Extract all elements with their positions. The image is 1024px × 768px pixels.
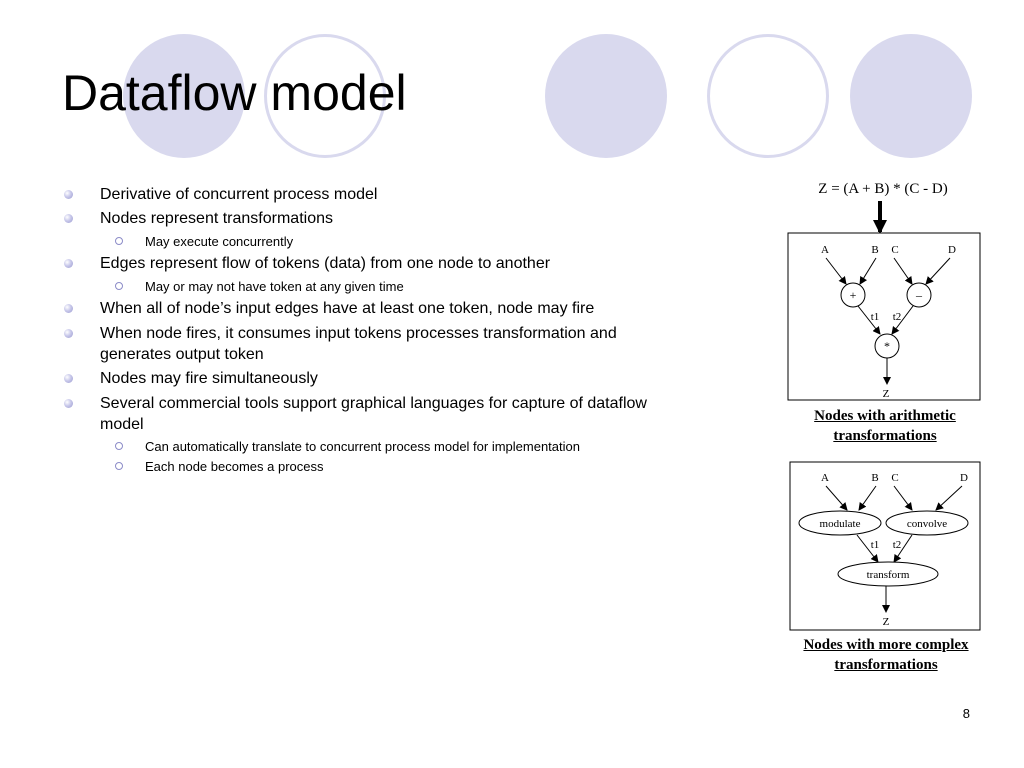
diagram1-input-d: D <box>948 244 956 256</box>
bullet-item: When node fires, it consumes input tokens processes transformation and generates output token <box>100 325 617 363</box>
caption-line: Nodes with more complex <box>803 637 969 653</box>
node-add-label: + <box>849 288 857 302</box>
bullet-item: Nodes may fire simultaneously <box>100 370 318 387</box>
diagram1-input-a: A <box>821 244 829 256</box>
node-mul-label: * <box>884 339 890 353</box>
diagram2-box <box>790 462 980 630</box>
sub-bullet-item: May or may not have token at any given time <box>145 279 404 294</box>
sub-bullet-item: May execute concurrently <box>145 234 294 249</box>
diagram2-input-a: A <box>821 472 829 484</box>
slide-title: Dataflow model <box>62 65 407 121</box>
edge-label-t2: t2 <box>892 311 902 323</box>
bullet-item: Edges represent flow of tokens (data) from one node to another <box>100 255 551 272</box>
sub-bullet-item: Can automatically translate to concurrent process model for implementation <box>145 439 580 454</box>
node-sub-label: – <box>916 288 922 302</box>
diagram2-input-c: C <box>891 472 899 484</box>
sub-bullet-item: Each node becomes a process <box>145 459 324 474</box>
edge-label-t1: t1 <box>870 539 880 551</box>
diagram1-box <box>788 233 980 400</box>
caption-line: transformations <box>834 657 938 673</box>
diagram1-caption <box>790 406 980 446</box>
formula-text: Z = (A + B) * (C - D) <box>818 181 948 197</box>
bullet-item: Several commercial tools support graphical languages for capture of dataflow model <box>100 395 647 433</box>
bullet-item: Derivative of concurrent process model <box>100 186 378 203</box>
diagram2-input-d: D <box>960 472 968 484</box>
caption-line: transformations <box>833 428 937 444</box>
page-number: 8 <box>962 706 970 721</box>
node-convolve-label: convolve <box>906 518 948 530</box>
diagram2-caption <box>785 635 987 675</box>
diagram1-output: Z <box>882 388 890 400</box>
diagram1-input-b: B <box>871 244 879 256</box>
diagram2-input-b: B <box>871 472 879 484</box>
node-modulate-label: modulate <box>819 518 861 530</box>
edge-label-t1: t1 <box>870 311 880 323</box>
bullet-item: Nodes represent transformations <box>100 210 333 227</box>
bullet-item: When all of node’s input edges have at least one token, node may fire <box>100 300 595 317</box>
edge-label-t2: t2 <box>892 539 902 551</box>
diagram1-input-c: C <box>891 244 899 256</box>
diagram2-output: Z <box>882 616 890 628</box>
caption-line: Nodes with arithmetic <box>814 408 956 424</box>
node-transform-label: transform <box>866 569 910 581</box>
